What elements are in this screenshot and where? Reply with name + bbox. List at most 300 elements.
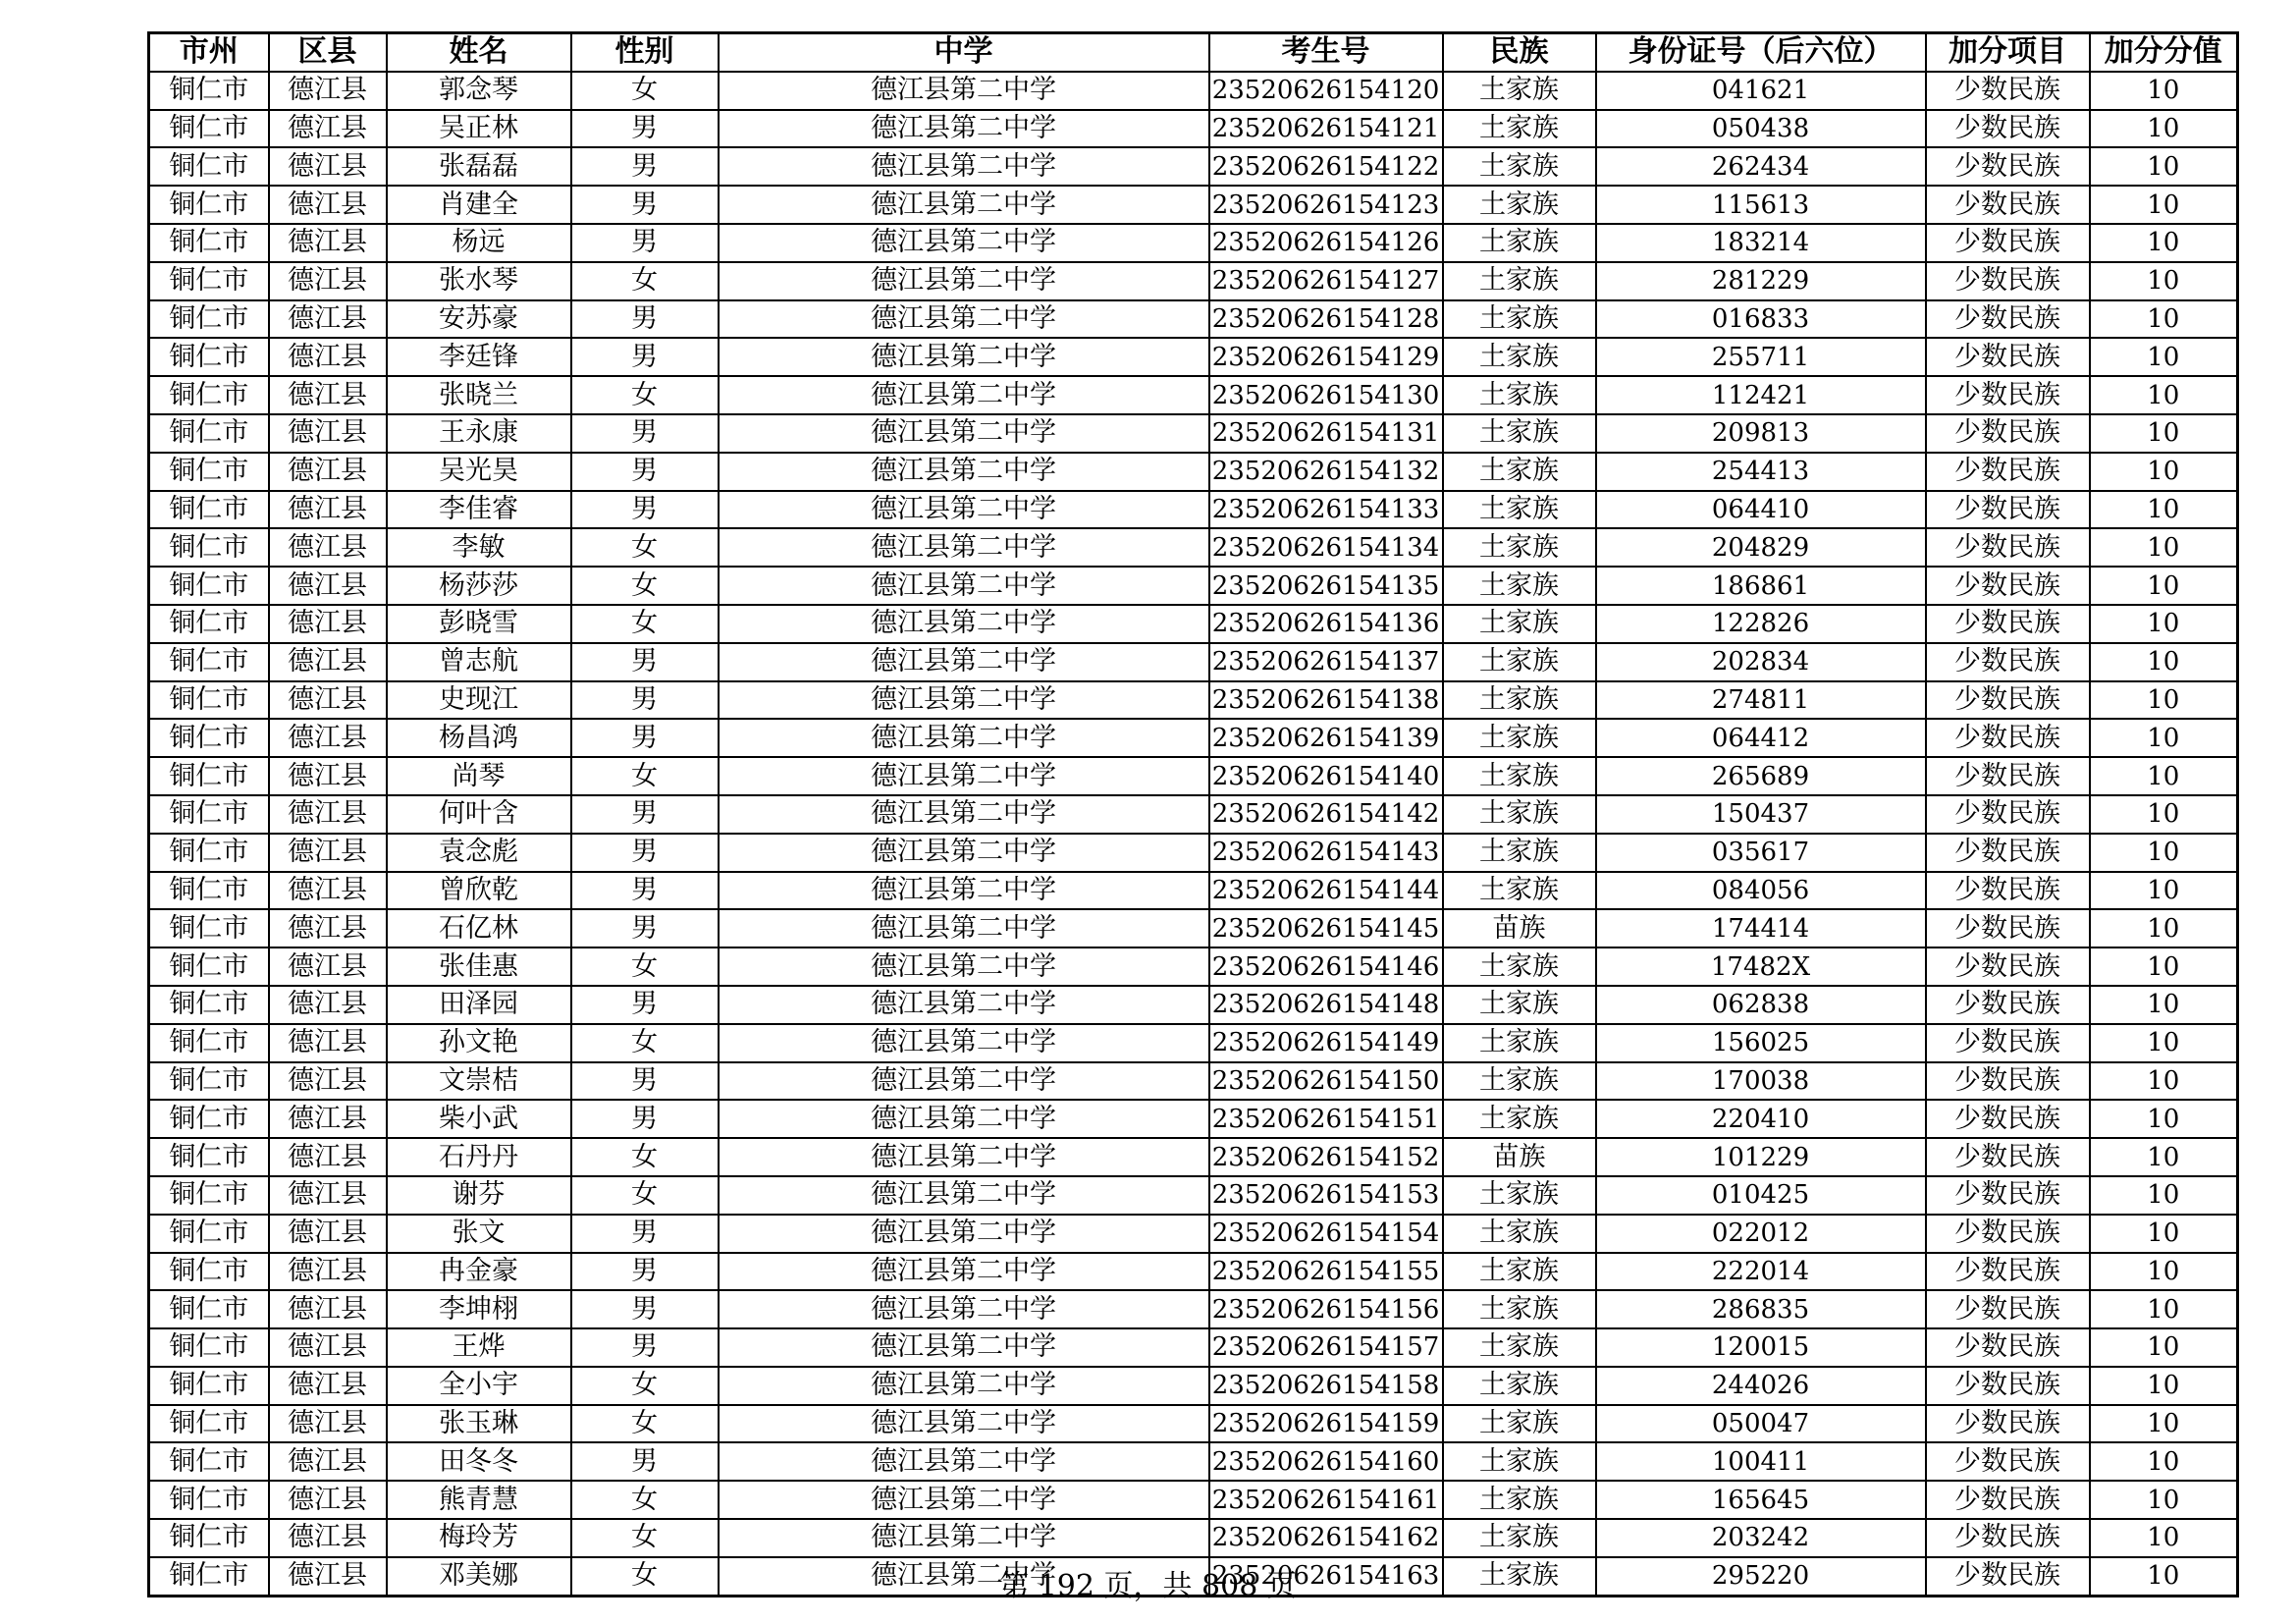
cell-name: 肖建全 (387, 186, 571, 224)
cell-county: 德江县 (269, 909, 387, 947)
cell-name: 梅玲芳 (387, 1519, 571, 1557)
cell-gender: 女 (571, 567, 719, 605)
cell-gender: 女 (571, 528, 719, 567)
cell-bonus-value: 10 (2090, 376, 2238, 414)
cell-school: 德江县第二中学 (719, 795, 1209, 834)
cell-ethnicity: 土家族 (1443, 795, 1596, 834)
cell-county: 德江县 (269, 1328, 387, 1367)
cell-exam-number: 23520626154127 (1209, 262, 1443, 300)
cell-bonus-value: 10 (2090, 1328, 2238, 1367)
cell-city: 铜仁市 (149, 1328, 269, 1367)
cell-bonus-item: 少数民族 (1926, 986, 2090, 1024)
cell-ethnicity: 土家族 (1443, 1367, 1596, 1405)
cell-school: 德江县第二中学 (719, 491, 1209, 529)
cell-name: 张水琴 (387, 262, 571, 300)
cell-school: 德江县第二中学 (719, 376, 1209, 414)
cell-gender: 女 (571, 605, 719, 643)
cell-county: 德江县 (269, 1253, 387, 1291)
cell-city: 铜仁市 (149, 872, 269, 910)
cell-ethnicity: 土家族 (1443, 1024, 1596, 1062)
cell-bonus-value: 10 (2090, 1481, 2238, 1519)
cell-ethnicity: 土家族 (1443, 1215, 1596, 1253)
cell-name: 李廷锋 (387, 338, 571, 376)
table-row (149, 643, 2238, 681)
cell-exam-number: 23520626154162 (1209, 1519, 1443, 1557)
cell-id-last-six: 050047 (1596, 1405, 1926, 1443)
cell-bonus-value: 10 (2090, 110, 2238, 148)
cell-county: 德江县 (269, 1290, 387, 1328)
cell-city: 铜仁市 (149, 1100, 269, 1138)
cell-city: 铜仁市 (149, 1062, 269, 1101)
cell-name: 熊青慧 (387, 1481, 571, 1519)
cell-name: 张晓兰 (387, 376, 571, 414)
cell-id-last-six: 120015 (1596, 1328, 1926, 1367)
cell-gender: 男 (571, 186, 719, 224)
cell-name: 吴光昊 (387, 453, 571, 491)
cell-gender: 女 (571, 72, 719, 110)
cell-bonus-item: 少数民族 (1926, 719, 2090, 757)
cell-name: 全小宇 (387, 1367, 571, 1405)
cell-school: 德江县第二中学 (719, 147, 1209, 186)
table-row (149, 681, 2238, 720)
cell-bonus-value: 10 (2090, 528, 2238, 567)
cell-name: 张佳惠 (387, 947, 571, 986)
cell-school: 德江县第二中学 (719, 1024, 1209, 1062)
table-row (149, 453, 2238, 491)
cell-county: 德江县 (269, 947, 387, 986)
cell-city: 铜仁市 (149, 605, 269, 643)
cell-id-last-six: 286835 (1596, 1290, 1926, 1328)
cell-ethnicity: 土家族 (1443, 1176, 1596, 1215)
cell-id-last-six: 115613 (1596, 186, 1926, 224)
cell-gender: 女 (571, 1367, 719, 1405)
cell-bonus-value: 10 (2090, 186, 2238, 224)
cell-county: 德江县 (269, 834, 387, 872)
cell-exam-number: 23520626154144 (1209, 872, 1443, 910)
cell-bonus-item: 少数民族 (1926, 1253, 2090, 1291)
table-row (149, 338, 2238, 376)
cell-id-last-six: 062838 (1596, 986, 1926, 1024)
cell-name: 安苏豪 (387, 300, 571, 339)
cell-gender: 女 (571, 1557, 719, 1596)
cell-bonus-value: 10 (2090, 947, 2238, 986)
cell-school: 德江县第二中学 (719, 1481, 1209, 1519)
header-bonus-item: 加分项目 (1926, 33, 2090, 72)
cell-id-last-six: 281229 (1596, 262, 1926, 300)
cell-city: 铜仁市 (149, 224, 269, 262)
cell-school: 德江县第二中学 (719, 1215, 1209, 1253)
table-row (149, 1290, 2238, 1328)
table-row (149, 262, 2238, 300)
cell-exam-number: 23520626154142 (1209, 795, 1443, 834)
cell-name: 张文 (387, 1215, 571, 1253)
cell-bonus-value: 10 (2090, 795, 2238, 834)
cell-name: 杨昌鸿 (387, 719, 571, 757)
cell-bonus-value: 10 (2090, 1024, 2238, 1062)
cell-school: 德江县第二中学 (719, 567, 1209, 605)
cell-name: 尚琴 (387, 757, 571, 795)
cell-bonus-item: 少数民族 (1926, 300, 2090, 339)
cell-bonus-item: 少数民族 (1926, 834, 2090, 872)
cell-bonus-item: 少数民族 (1926, 1328, 2090, 1367)
cell-county: 德江县 (269, 224, 387, 262)
cell-school: 德江县第二中学 (719, 757, 1209, 795)
cell-bonus-value: 10 (2090, 986, 2238, 1024)
cell-id-last-six: 262434 (1596, 147, 1926, 186)
table-row (149, 567, 2238, 605)
cell-exam-number: 23520626154129 (1209, 338, 1443, 376)
cell-city: 铜仁市 (149, 567, 269, 605)
cell-bonus-value: 10 (2090, 757, 2238, 795)
table-row (149, 1176, 2238, 1215)
cell-county: 德江县 (269, 1442, 387, 1481)
cell-city: 铜仁市 (149, 110, 269, 148)
cell-county: 德江县 (269, 757, 387, 795)
cell-ethnicity: 土家族 (1443, 338, 1596, 376)
table-row (149, 414, 2238, 453)
cell-bonus-value: 10 (2090, 1253, 2238, 1291)
cell-bonus-item: 少数民族 (1926, 147, 2090, 186)
cell-name: 石丹丹 (387, 1138, 571, 1176)
cell-id-last-six: 254413 (1596, 453, 1926, 491)
cell-exam-number: 23520626154122 (1209, 147, 1443, 186)
cell-bonus-item: 少数民族 (1926, 1024, 2090, 1062)
cell-exam-number: 23520626154139 (1209, 719, 1443, 757)
cell-county: 德江县 (269, 262, 387, 300)
cell-city: 铜仁市 (149, 757, 269, 795)
cell-bonus-item: 少数民族 (1926, 1481, 2090, 1519)
cell-bonus-item: 少数民族 (1926, 909, 2090, 947)
header-exam-number: 考生号 (1209, 33, 1443, 72)
cell-id-last-six: 186861 (1596, 567, 1926, 605)
cell-bonus-item: 少数民族 (1926, 567, 2090, 605)
table-row (149, 72, 2238, 110)
cell-gender: 男 (571, 491, 719, 529)
cell-bonus-item: 少数民族 (1926, 376, 2090, 414)
cell-id-last-six: 295220 (1596, 1557, 1926, 1596)
cell-county: 德江县 (269, 1176, 387, 1215)
cell-ethnicity: 土家族 (1443, 186, 1596, 224)
cell-id-last-six: 122826 (1596, 605, 1926, 643)
cell-name: 文崇桔 (387, 1062, 571, 1101)
cell-id-last-six: 209813 (1596, 414, 1926, 453)
cell-bonus-item: 少数民族 (1926, 262, 2090, 300)
cell-county: 德江县 (269, 110, 387, 148)
cell-name: 彭晓雪 (387, 605, 571, 643)
cell-name: 何叶含 (387, 795, 571, 834)
cell-exam-number: 23520626154158 (1209, 1367, 1443, 1405)
cell-id-last-six: 244026 (1596, 1367, 1926, 1405)
table-row (149, 376, 2238, 414)
table-row (149, 528, 2238, 567)
cell-gender: 女 (571, 1481, 719, 1519)
cell-bonus-item: 少数民族 (1926, 795, 2090, 834)
cell-bonus-value: 10 (2090, 909, 2238, 947)
cell-name: 曾欣乾 (387, 872, 571, 910)
cell-exam-number: 23520626154152 (1209, 1138, 1443, 1176)
header-city: 市州 (149, 33, 269, 72)
cell-bonus-value: 10 (2090, 1557, 2238, 1596)
cell-gender: 男 (571, 872, 719, 910)
cell-id-last-six: 050438 (1596, 110, 1926, 148)
cell-bonus-item: 少数民族 (1926, 414, 2090, 453)
cell-id-last-six: 010425 (1596, 1176, 1926, 1215)
cell-gender: 女 (571, 1519, 719, 1557)
cell-ethnicity: 土家族 (1443, 567, 1596, 605)
cell-ethnicity: 土家族 (1443, 986, 1596, 1024)
cell-city: 铜仁市 (149, 1557, 269, 1596)
cell-id-last-six: 112421 (1596, 376, 1926, 414)
cell-name: 吴正林 (387, 110, 571, 148)
cell-id-last-six: 265689 (1596, 757, 1926, 795)
cell-bonus-value: 10 (2090, 1290, 2238, 1328)
cell-bonus-item: 少数民族 (1926, 1290, 2090, 1328)
cell-county: 德江县 (269, 1481, 387, 1519)
cell-id-last-six: 183214 (1596, 224, 1926, 262)
cell-gender: 男 (571, 224, 719, 262)
cell-school: 德江县第二中学 (719, 262, 1209, 300)
cell-ethnicity: 土家族 (1443, 376, 1596, 414)
cell-county: 德江县 (269, 605, 387, 643)
cell-bonus-value: 10 (2090, 605, 2238, 643)
cell-exam-number: 23520626154157 (1209, 1328, 1443, 1367)
cell-exam-number: 23520626154135 (1209, 567, 1443, 605)
cell-ethnicity: 土家族 (1443, 147, 1596, 186)
table-row (149, 986, 2238, 1024)
cell-city: 铜仁市 (149, 643, 269, 681)
cell-ethnicity: 土家族 (1443, 72, 1596, 110)
cell-county: 德江县 (269, 986, 387, 1024)
cell-gender: 男 (571, 453, 719, 491)
cell-school: 德江县第二中学 (719, 947, 1209, 986)
cell-exam-number: 23520626154161 (1209, 1481, 1443, 1519)
cell-name: 谢芬 (387, 1176, 571, 1215)
cell-name: 王烨 (387, 1328, 571, 1367)
table-row (149, 1481, 2238, 1519)
cell-gender: 男 (571, 719, 719, 757)
cell-bonus-value: 10 (2090, 453, 2238, 491)
cell-school: 德江县第二中学 (719, 834, 1209, 872)
cell-bonus-item: 少数民族 (1926, 872, 2090, 910)
cell-school: 德江县第二中学 (719, 1442, 1209, 1481)
cell-school: 德江县第二中学 (719, 605, 1209, 643)
cell-name: 曾志航 (387, 643, 571, 681)
cell-county: 德江县 (269, 1062, 387, 1101)
cell-id-last-six: 101229 (1596, 1138, 1926, 1176)
cell-county: 德江县 (269, 1557, 387, 1596)
cell-id-last-six: 064412 (1596, 719, 1926, 757)
cell-county: 德江县 (269, 1367, 387, 1405)
cell-bonus-value: 10 (2090, 681, 2238, 720)
cell-bonus-value: 10 (2090, 719, 2238, 757)
cell-exam-number: 23520626154153 (1209, 1176, 1443, 1215)
header-id-last-six: 身份证号（后六位） (1596, 33, 1926, 72)
table-row (149, 491, 2238, 529)
cell-city: 铜仁市 (149, 147, 269, 186)
cell-county: 德江县 (269, 300, 387, 339)
cell-ethnicity: 土家族 (1443, 643, 1596, 681)
cell-school: 德江县第二中学 (719, 1062, 1209, 1101)
cell-school: 德江县第二中学 (719, 414, 1209, 453)
cell-school: 德江县第二中学 (719, 872, 1209, 910)
cell-ethnicity: 土家族 (1443, 528, 1596, 567)
cell-school: 德江县第二中学 (719, 1253, 1209, 1291)
cell-gender: 女 (571, 757, 719, 795)
cell-id-last-six: 170038 (1596, 1062, 1926, 1101)
cell-bonus-value: 10 (2090, 1442, 2238, 1481)
cell-ethnicity: 土家族 (1443, 605, 1596, 643)
cell-city: 铜仁市 (149, 719, 269, 757)
cell-county: 德江县 (269, 186, 387, 224)
cell-bonus-item: 少数民族 (1926, 947, 2090, 986)
cell-city: 铜仁市 (149, 1405, 269, 1443)
cell-city: 铜仁市 (149, 681, 269, 720)
header-ethnicity: 民族 (1443, 33, 1596, 72)
cell-exam-number: 23520626154130 (1209, 376, 1443, 414)
cell-bonus-item: 少数民族 (1926, 605, 2090, 643)
cell-bonus-value: 10 (2090, 491, 2238, 529)
cell-gender: 女 (571, 947, 719, 986)
cell-gender: 男 (571, 1100, 719, 1138)
cell-ethnicity: 土家族 (1443, 1328, 1596, 1367)
cell-city: 铜仁市 (149, 453, 269, 491)
cell-ethnicity: 苗族 (1443, 909, 1596, 947)
cell-ethnicity: 土家族 (1443, 1442, 1596, 1481)
cell-exam-number: 23520626154134 (1209, 528, 1443, 567)
cell-school: 德江县第二中学 (719, 224, 1209, 262)
cell-bonus-item: 少数民族 (1926, 681, 2090, 720)
cell-name: 杨远 (387, 224, 571, 262)
cell-exam-number: 23520626154143 (1209, 834, 1443, 872)
cell-exam-number: 23520626154148 (1209, 986, 1443, 1024)
cell-city: 铜仁市 (149, 1253, 269, 1291)
cell-city: 铜仁市 (149, 1215, 269, 1253)
cell-school: 德江县第二中学 (719, 338, 1209, 376)
cell-ethnicity: 土家族 (1443, 1481, 1596, 1519)
cell-bonus-value: 10 (2090, 834, 2238, 872)
cell-exam-number: 23520626154151 (1209, 1100, 1443, 1138)
cell-bonus-item: 少数民族 (1926, 1557, 2090, 1596)
cell-exam-number: 23520626154140 (1209, 757, 1443, 795)
cell-city: 铜仁市 (149, 1290, 269, 1328)
cell-id-last-six: 064410 (1596, 491, 1926, 529)
cell-bonus-item: 少数民族 (1926, 186, 2090, 224)
cell-exam-number: 23520626154120 (1209, 72, 1443, 110)
cell-bonus-value: 10 (2090, 147, 2238, 186)
cell-bonus-item: 少数民族 (1926, 224, 2090, 262)
cell-school: 德江县第二中学 (719, 909, 1209, 947)
cell-ethnicity: 土家族 (1443, 1405, 1596, 1443)
cell-county: 德江县 (269, 1519, 387, 1557)
table-row (149, 300, 2238, 339)
cell-ethnicity: 土家族 (1443, 224, 1596, 262)
cell-county: 德江县 (269, 491, 387, 529)
cell-school: 德江县第二中学 (719, 1328, 1209, 1367)
cell-exam-number: 23520626154150 (1209, 1062, 1443, 1101)
cell-id-last-six: 165645 (1596, 1481, 1926, 1519)
cell-id-last-six: 150437 (1596, 795, 1926, 834)
cell-bonus-item: 少数民族 (1926, 491, 2090, 529)
cell-exam-number: 23520626154121 (1209, 110, 1443, 148)
cell-city: 铜仁市 (149, 262, 269, 300)
cell-ethnicity: 土家族 (1443, 1290, 1596, 1328)
cell-county: 德江县 (269, 414, 387, 453)
table-row (149, 1215, 2238, 1253)
cell-bonus-value: 10 (2090, 338, 2238, 376)
cell-gender: 女 (571, 1024, 719, 1062)
cell-gender: 男 (571, 414, 719, 453)
cell-county: 德江县 (269, 1215, 387, 1253)
cell-id-last-six: 174414 (1596, 909, 1926, 947)
cell-name: 田冬冬 (387, 1442, 571, 1481)
cell-exam-number: 23520626154131 (1209, 414, 1443, 453)
cell-bonus-item: 少数民族 (1926, 338, 2090, 376)
cell-bonus-item: 少数民族 (1926, 1367, 2090, 1405)
cell-exam-number: 23520626154159 (1209, 1405, 1443, 1443)
table-row (149, 947, 2238, 986)
cell-gender: 女 (571, 1405, 719, 1443)
cell-city: 铜仁市 (149, 338, 269, 376)
cell-name: 李佳睿 (387, 491, 571, 529)
cell-ethnicity: 土家族 (1443, 414, 1596, 453)
cell-city: 铜仁市 (149, 1138, 269, 1176)
cell-city: 铜仁市 (149, 1481, 269, 1519)
table-row (149, 1442, 2238, 1481)
cell-bonus-item: 少数民族 (1926, 1405, 2090, 1443)
cell-school: 德江县第二中学 (719, 681, 1209, 720)
cell-exam-number: 23520626154132 (1209, 453, 1443, 491)
cell-gender: 男 (571, 1253, 719, 1291)
cell-ethnicity: 土家族 (1443, 757, 1596, 795)
header-school: 中学 (719, 33, 1209, 72)
cell-gender: 男 (571, 643, 719, 681)
cell-gender: 男 (571, 1062, 719, 1101)
cell-county: 德江县 (269, 72, 387, 110)
cell-name: 田泽园 (387, 986, 571, 1024)
cell-school: 德江县第二中学 (719, 986, 1209, 1024)
cell-ethnicity: 土家族 (1443, 834, 1596, 872)
table-row (149, 1138, 2238, 1176)
cell-school: 德江县第二中学 (719, 1367, 1209, 1405)
cell-bonus-value: 10 (2090, 414, 2238, 453)
cell-exam-number: 23520626154133 (1209, 491, 1443, 529)
table-row (149, 224, 2238, 262)
cell-bonus-value: 10 (2090, 72, 2238, 110)
cell-bonus-item: 少数民族 (1926, 1519, 2090, 1557)
cell-gender: 男 (571, 681, 719, 720)
cell-city: 铜仁市 (149, 947, 269, 986)
cell-city: 铜仁市 (149, 834, 269, 872)
cell-name: 孙文艳 (387, 1024, 571, 1062)
cell-gender: 男 (571, 1290, 719, 1328)
cell-id-last-six: 204829 (1596, 528, 1926, 567)
cell-bonus-value: 10 (2090, 300, 2238, 339)
cell-bonus-value: 10 (2090, 872, 2238, 910)
cell-id-last-six: 016833 (1596, 300, 1926, 339)
cell-bonus-item: 少数民族 (1926, 643, 2090, 681)
table-row (149, 872, 2238, 910)
cell-school: 德江县第二中学 (719, 719, 1209, 757)
cell-exam-number: 23520626154163 (1209, 1557, 1443, 1596)
cell-gender: 男 (571, 986, 719, 1024)
cell-gender: 男 (571, 1215, 719, 1253)
cell-exam-number: 23520626154155 (1209, 1253, 1443, 1291)
cell-gender: 女 (571, 1176, 719, 1215)
table-row (149, 909, 2238, 947)
cell-exam-number: 23520626154137 (1209, 643, 1443, 681)
cell-bonus-item: 少数民族 (1926, 1176, 2090, 1215)
cell-county: 德江县 (269, 1138, 387, 1176)
